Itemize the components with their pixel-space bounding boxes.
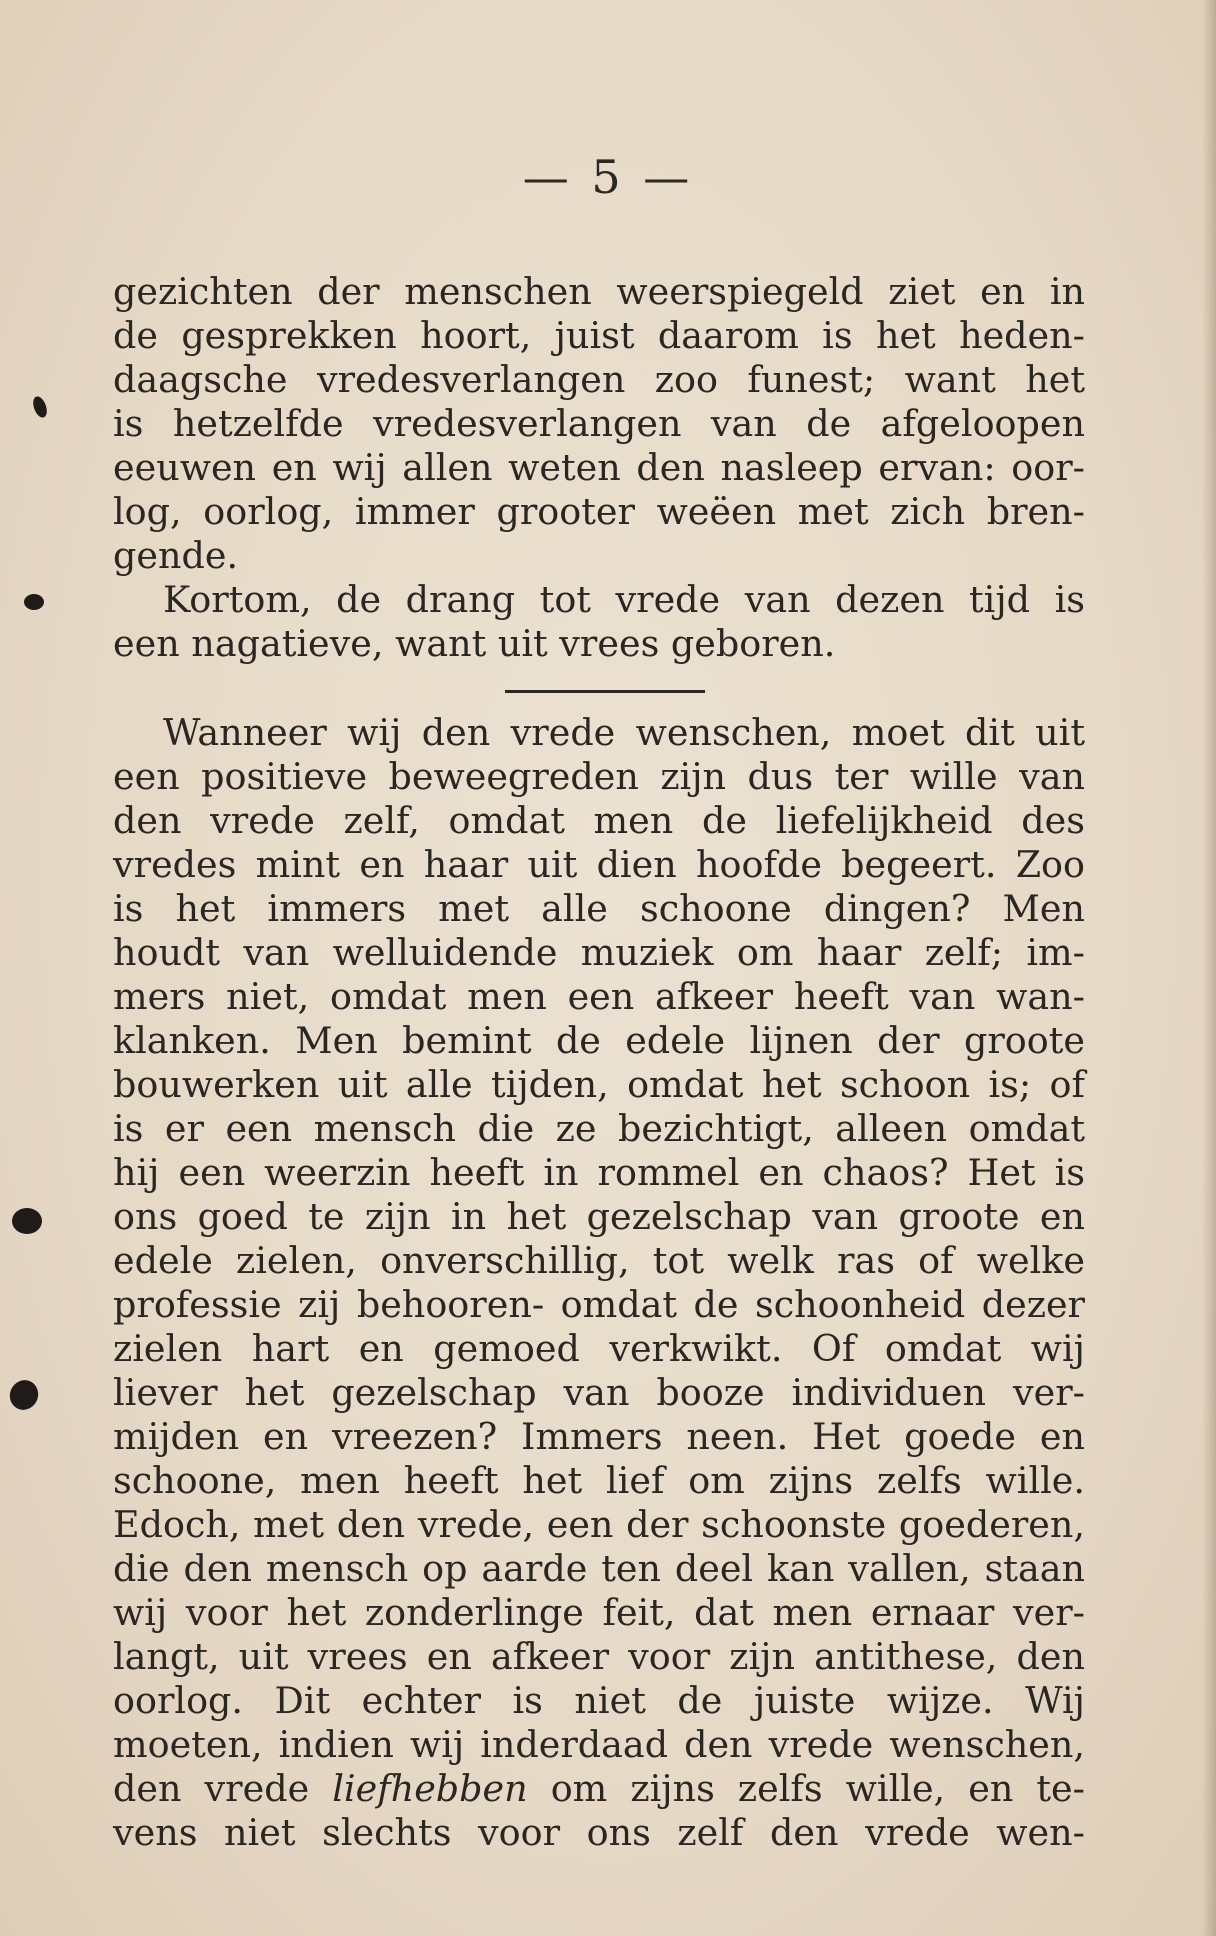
- text-segment: den vrede: [113, 1767, 333, 1810]
- text-line: klanken. Men bemint de edele lijnen der groote: [113, 1019, 1085, 1062]
- text-line: wij voor het zonderlinge feit, dat men ernaar ver-: [113, 1591, 1085, 1634]
- text-line: bouwerken uit alle tijden, omdat het schoon is; of: [113, 1063, 1085, 1106]
- text-line: mijden en vreezen? Immers neen. Het goede en: [113, 1415, 1085, 1458]
- text-line: [113, 1767, 1085, 1811]
- text-line: moeten, indien wij inderdaad den vrede wenschen,: [113, 1723, 1085, 1766]
- text-line: is er een mensch die ze bezichtigt, alleen omdat: [113, 1107, 1085, 1150]
- text-line: oorlog. Dit echter is niet de juiste wijze. Wij: [113, 1679, 1085, 1722]
- text-line: Kortom, de drang tot vrede van dezen tijd is: [163, 578, 1085, 621]
- text-line: gende.: [113, 534, 239, 577]
- punch-hole: [31, 395, 50, 420]
- text-line: zielen hart en gemoed verkwikt. Of omdat wij: [113, 1327, 1085, 1370]
- text-line: Edoch, met den vrede, een der schoonste goederen,: [113, 1503, 1085, 1546]
- page-number: — 5 —: [522, 150, 694, 204]
- text-line: hij een weerzin heeft in rommel en chaos? Het is: [113, 1151, 1085, 1194]
- punch-hole: [5, 1375, 43, 1414]
- text-line: langt, uit vrees en afkeer voor zijn antithese, den: [113, 1635, 1085, 1678]
- text-line: ons goed te zijn in het gezelschap van groote en: [113, 1195, 1085, 1238]
- page-edge-shadow: [1202, 0, 1216, 1936]
- text-line: een nagatieve, want uit vrees geboren.: [113, 622, 836, 665]
- text-line: houdt van welluidende muziek om haar zelf; im-: [113, 931, 1085, 974]
- text-line: professie zij behooren- omdat de schoonheid dezer: [113, 1283, 1085, 1326]
- text-line: de gesprekken hoort, juist daarom is het heden-: [113, 314, 1085, 357]
- text-line: den vrede zelf, omdat men de liefelijkheid des: [113, 799, 1085, 842]
- text-line: Wanneer wij den vrede wenschen, moet dit uit: [163, 711, 1085, 754]
- punch-hole: [12, 1208, 42, 1234]
- text-line: gezichten der menschen weerspiegeld ziet en in: [113, 270, 1085, 313]
- text-line: liever het gezelschap van booze individuen ver-: [113, 1371, 1085, 1414]
- text-line: edele zielen, onverschillig, tot welk ras of welke: [113, 1239, 1085, 1282]
- punch-hole: [24, 594, 44, 610]
- text-line: vens niet slechts voor ons zelf den vrede wen-: [113, 1811, 1085, 1854]
- paragraph-1: [113, 270, 1085, 666]
- section-divider: [505, 690, 705, 693]
- text-line: is hetzelfde vredesverlangen van de afgeloopen: [113, 402, 1085, 445]
- text-line: mers niet, omdat men een afkeer heeft van wan-: [113, 975, 1085, 1018]
- text-line: schoone, men heeft het lief om zijns zelfs wille.: [113, 1459, 1085, 1502]
- text-line: is het immers met alle schoone dingen? Men: [113, 887, 1085, 930]
- emphasized-word: liefhebben: [332, 1767, 528, 1810]
- text-line: die den mensch op aarde ten deel kan vallen, staan: [113, 1547, 1085, 1590]
- text-line: daagsche vredesverlangen zoo funest; want het: [113, 358, 1085, 401]
- text-line: een positieve beweegreden zijn dus ter wille van: [113, 755, 1085, 798]
- text-line: log, oorlog, immer grooter weëen met zich bren-: [113, 490, 1085, 533]
- text-segment: om zijns zelfs wille, en te-: [527, 1767, 1085, 1810]
- paragraph-2: [113, 711, 1085, 1855]
- text-line: vredes mint en haar uit dien hoofde begeert. Zoo: [113, 843, 1085, 886]
- text-line: eeuwen en wij allen weten den nasleep ervan: oor-: [113, 446, 1085, 489]
